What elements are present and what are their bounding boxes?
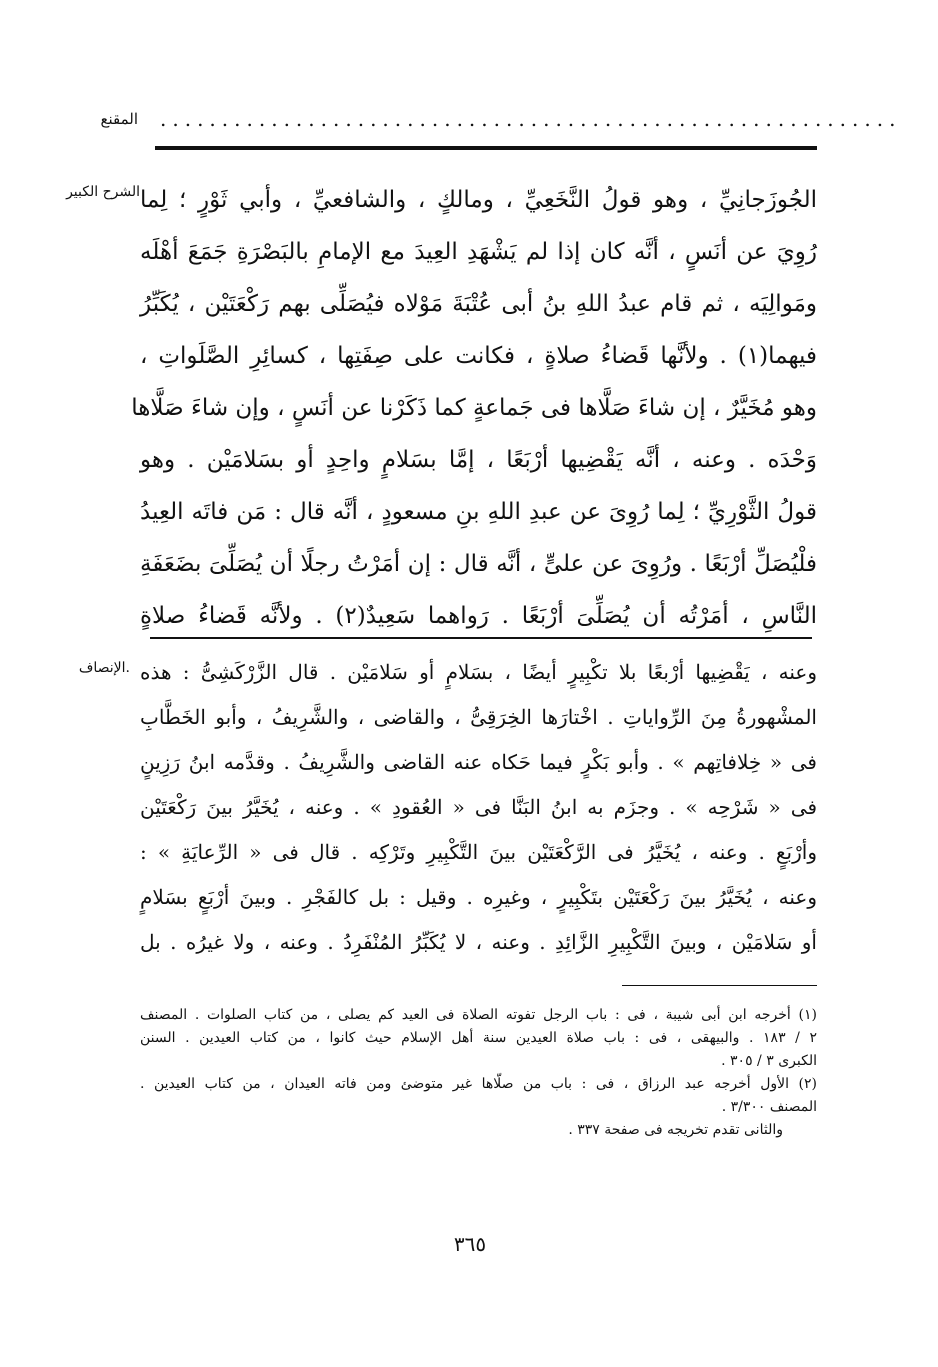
insaf-line: فى « شَرْحِه » . وجزَم به ابنُ البَنَّا فى « العُقودِ » . وعنه ، يُخَيَّرُ بينَ رَكْعَتَيْن [140, 795, 817, 819]
sharh-line: وَحْدَه . وعنه ، أنَّه يَقْضِيها أرْبَعًا ، إمَّا بسَلامٍ واحِدٍ أو بسَلامَيْن . وهو [140, 447, 817, 473]
sharh-line: النَّاسِ ، أمَرْتُه أن يُصَلِّىَ أرْبَعًا . رَواهما سَعِيدٌ(٢) . ولأنَّه قَضاءُ صلاةٍ [140, 603, 817, 629]
sharh-line: رُوِيَ عن أنَسٍ ، أنَّه كان إذا لم يَشْهَدِ العِيدَ مع الإمامِ بالبَصْرَةِ جَمَعَ أهْلَه [140, 239, 817, 265]
footnote-line: ٢ / ١٨٣ . والبيهقى ، فى : باب صلاة العيدين سنة أهل الإسلام حيث كانوا ، من كتاب العيدين . السنن [140, 1030, 817, 1046]
insaf-line: وعنه ، يَقْضِيها أرْبعًا بلا تكْبِيرٍ أيضًا ، بسَلامٍ أو سَلامَيْن . قال الزَّرْكَشِىُّ : هذه [140, 660, 817, 684]
sharh-line: فيهما(١) . ولأنَّها قَضاءُ صلاةٍ ، فكانت على صِفَتِها ، كسائِرِ الصَّلَواتِ ، [140, 343, 817, 369]
page-number: ٣٦٥ [453, 1232, 487, 1256]
footnote-line: والثانى تقدم تخريجه فى صفحة ٣٣٧ . [568, 1122, 783, 1138]
insaf-line: أو سَلامَيْن ، وبينَ التَّكْبِيرِ الزَّائِدِ . وعنه ، لا يُكَبِّرُ المُنْفَرِدُ . وعنه ، ولا غيرُه . بل [140, 930, 817, 954]
sharh-line: الجُوزَجانِيِّ ، وهو قولُ النَّخَعِيِّ ، ومالكٍ ، والشافعيِّ ، وأبي ثَوْرٍ ؛ لِما [140, 187, 817, 213]
sharh-line: وهو مُخَيَّرٌ ، إن شاءَ صَلَّاها فى جَماعةٍ كما ذَكَرْنا عن أنَسٍ ، وإن شاءَ صَلَّاها [131, 395, 817, 421]
running-title: المقنع [100, 110, 138, 128]
sharh-text-block [131, 174, 817, 642]
insaf-line: فى « خِلافاتِهم » . وأبو بَكْرٍ فيما حَكاه عنه القاضى والشَّرِيفُ . وقدَّمه ابنُ رَزِينٍ [140, 750, 817, 774]
section-divider [150, 637, 812, 639]
footnote-line: الكبرى ٣ / ٣٠٥ . [721, 1053, 817, 1069]
footnotes [140, 1004, 817, 1142]
footnote-rule [622, 985, 817, 986]
insaf-line: وأرْبَعٍ . وعنه ، يُخَيَّرُ فى الرَّكْعَتَيْن بينَ التَّكْبِيرِ وتَرْكِه . قال فى « الرِّعايَةِ » : [140, 840, 817, 864]
sharh-line: فلْيُصَلِّ أرْبَعًا . ورُوِىَ عن علىٍّ ، أنَّه قال : إن أمَرْتُ رجلًا أن يُصَلِّىَ بضَعَفَةِ [140, 551, 817, 577]
footnote-line: المصنف ٣/٣٠٠ . [721, 1099, 817, 1115]
sharh-line: قولُ الثَّوْرِيِّ ؛ لِما رُوِىَ عن عبدِ اللهِ بنِ مسعودٍ ، أنَّه قال : مَن فاتَه العِيدُ [140, 499, 817, 525]
insaf-text-block [140, 650, 817, 965]
side-label-sharh: الشرح الكبير [66, 184, 140, 200]
side-label-insaf: .الإنصاف [78, 660, 130, 676]
footnote-line: (١) أخرجه ابن أبى شيبة ، فى : باب الرجل تفوته الصلاة فى العيد كم يصلى ، من كتاب الصلوات . المصنف [140, 1007, 817, 1023]
sharh-line: ومَوالِيَه ، ثم قام عبدُ اللهِ بنُ أبى عُتْبَةَ مَوْلاه فيُصَلِّى بهم رَكْعَتَيْن ، يُكَبِّرُ [140, 291, 817, 317]
insaf-line: وعنه ، يُخَيَّرُ بينَ رَكْعَتَيْن بتَكْبِيرٍ ، وغيرِه . وقيل : بل كالفَجْرِ . وبينَ أرْبَعٍ بسَلامٍ [140, 885, 817, 909]
dot-leader: ............................................................ [160, 107, 902, 131]
header-rule [155, 146, 817, 150]
insaf-line: المشْهورةُ مِنَ الرِّواياتِ . اخْتارَها الخِرَقِىُّ ، والقاضى ، والشَّرِيفُ ، وأبو الخَطَّابِ [140, 705, 817, 729]
footnote-line: (٢) الأول أخرجه عبد الرزاق ، فى : باب من صلّاها غير متوضئ ومن فاته العيدان ، من كتاب العيدين . [140, 1076, 817, 1092]
